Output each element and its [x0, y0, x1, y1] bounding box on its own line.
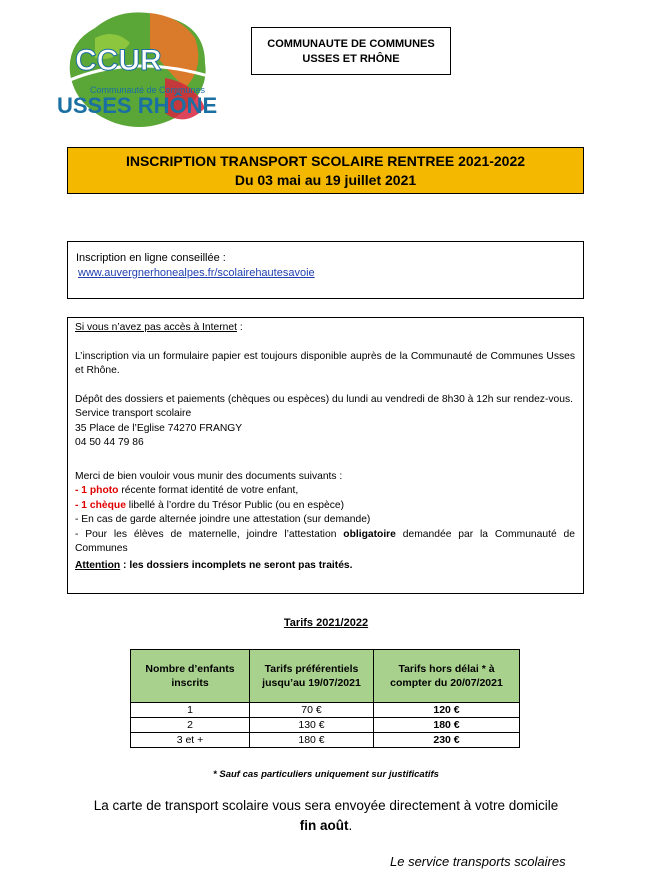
offline-heading-text: Si vous n’avez pas accès à Internet: [75, 322, 237, 333]
document-cheque-rest: libellé à l’ordre du Trésor Public (ou en espèce): [125, 499, 345, 511]
document-maternelle-c: demandée par la Communauté de Communes: [75, 528, 575, 554]
table-cell: 1: [131, 703, 250, 718]
closing-line2: [0, 816, 652, 836]
closing-line1: La carte de transport scolaire vous sera envoyée directement à votre domicile: [93, 798, 559, 813]
closing-line2-end: .: [348, 818, 353, 833]
organization-line2: USSES ET RHÔNE: [302, 53, 400, 65]
documents-intro: Merci de bien vouloir vous munir des documents suivants :: [75, 470, 343, 482]
table-cell: 120 €: [374, 703, 520, 718]
signature: Le service transports scolaires: [390, 854, 566, 869]
header-preferential: Tarifs préférentiels jusqu’au 19/07/2021: [250, 650, 374, 703]
header-children: Nombre d’enfants inscrits: [131, 650, 250, 703]
offline-heading-suffix: :: [236, 322, 243, 333]
header-late: Tarifs hors délai * à compter du 20/07/2021: [374, 650, 520, 703]
logo-line1: Communauté de Communes: [90, 85, 206, 95]
document-photo: [75, 484, 575, 499]
organization-line1: COMMUNAUTE DE COMMUNES: [267, 38, 435, 50]
offline-heading: [75, 321, 575, 336]
document-cheque: [75, 499, 575, 514]
closing-message: [0, 796, 652, 836]
online-registration-link[interactable]: www.auvergnerhonealpes.fr/scolairehautesavoie: [78, 267, 315, 279]
footnote: * Sauf cas particuliers uniquement sur justificatifs: [213, 769, 439, 780]
table-cell: 2: [131, 718, 250, 733]
table-cell: 180 €: [250, 733, 374, 748]
table-row: [131, 733, 520, 748]
deposit-text: Dépôt des dossiers et paiements (chèques ou espèces) du lundi au vendredi de 8h30 à 12h sur rendez-vous.: [75, 393, 573, 405]
logo-line2: USSES RHÔNE: [57, 93, 218, 118]
organization-box: [251, 27, 451, 75]
offline-info-box: [67, 317, 584, 594]
tarifs-title: Tarifs 2021/2022: [283, 617, 369, 629]
title-dates: Du 03 mai au 19 juillet 2021: [234, 172, 417, 188]
attention-label: Attention: [75, 559, 121, 571]
paper-form-text: L’inscription via un formulaire papier est toujours disponible auprès de la Communauté de Communes Usses et Rhône.: [75, 350, 575, 376]
logo: [55, 8, 235, 138]
document-photo-rest: récente format identité de votre enfant,: [118, 485, 299, 496]
service-phone: 04 50 44 79 86: [75, 437, 144, 448]
table-cell: 230 €: [374, 733, 520, 748]
table-row: [131, 703, 520, 718]
logo-graphic: [55, 8, 235, 138]
table-row: [131, 718, 520, 733]
service-name: Service transport scolaire: [75, 408, 192, 419]
document-alternate-custody: - En cas de garde alternée joindre une attestation (sur demande): [75, 514, 371, 525]
closing-line2-bold: fin août: [299, 818, 349, 833]
table-cell: 130 €: [250, 718, 374, 733]
document-maternelle-a: - Pour les élèves de maternelle, joindre l’attestation: [75, 528, 344, 540]
document-maternelle-b: obligatoire: [343, 528, 396, 540]
attention-notice: [75, 559, 575, 574]
table-header-row: [131, 650, 520, 703]
logo-mark: CCUR: [75, 44, 162, 77]
document-cheque-strong: - 1 chèque: [75, 499, 126, 511]
service-address: 35 Place de l’Eglise 74270 FRANGY: [75, 422, 243, 434]
document-maternelle: [75, 528, 575, 557]
document-photo-strong: - 1 photo: [75, 485, 119, 496]
online-label: Inscription en ligne conseillée :: [76, 252, 226, 264]
table-cell: 70 €: [250, 703, 374, 718]
table-cell: 3 et +: [131, 733, 250, 748]
tarifs-table: [130, 649, 520, 748]
table-cell: 180 €: [374, 718, 520, 733]
attention-text: : les dossiers incomplets ne seront pas traités.: [120, 559, 353, 571]
title-banner: [67, 147, 584, 194]
title-line1: INSCRIPTION TRANSPORT SCOLAIRE RENTREE 2021-2022: [125, 153, 526, 169]
online-registration-box: [67, 241, 584, 299]
